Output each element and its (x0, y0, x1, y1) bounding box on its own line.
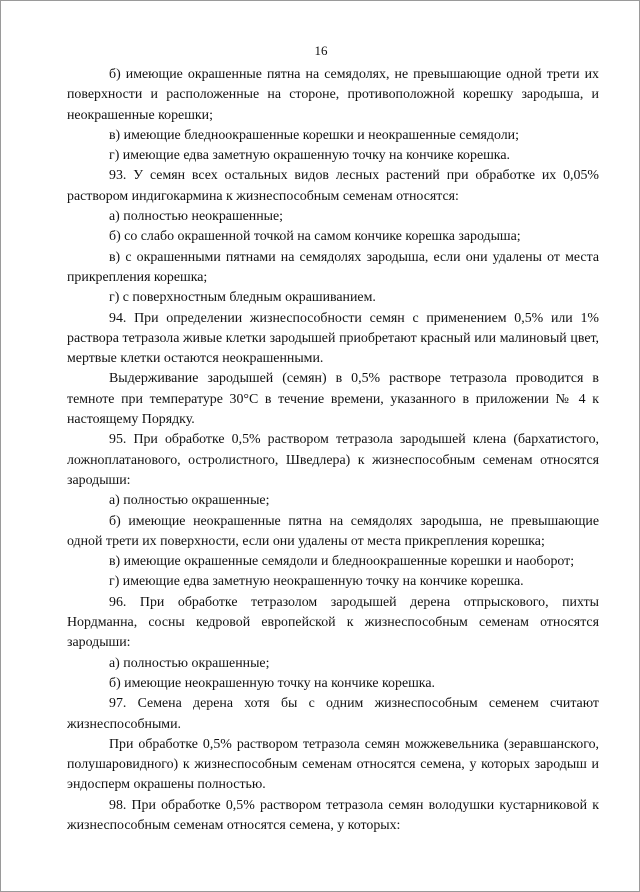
paragraph: 97. Семена дерена хотя бы с одним жизнеспособным семенем считают жизнеспособными. (67, 696, 599, 732)
paragraph: а) полностью окрашенные; (109, 493, 270, 509)
paragraph: 96. При обработке тетразолом зародышей дерена отпрыскового, пихты Нордманна, сосны кедровой европейской к жизнеспособным семенам относятся зародыши: (67, 594, 599, 651)
paragraph: 94. При определении жизнеспособности семян с применением 0,5% или 1% раствора тетразола живые клетки зародышей приобретают красный или малиновый цвет, мертвые клетки остаются неокрашенными. (67, 310, 599, 367)
paragraph: г) имеющие едва заметную неокрашенную точку на кончике корешка. (109, 574, 524, 590)
paragraph: б) со слабо окрашенной точкой на самом кончике корешка зародыша; (109, 229, 521, 245)
paragraph: а) полностью окрашенные; (109, 655, 270, 671)
paragraph: При обработке 0,5% раствором тетразола семян можжевельника (зеравшанского, полушаровидного) к жизнеспособным семенам относятся семена, у которых зародыш и эндосперм окрашены полностью. (67, 736, 599, 793)
paragraph: 93. У семян всех остальных видов лесных растений при обработке их 0,05% раствором индигокармина к жизнеспособным семенам относятся: (67, 168, 599, 204)
paragraph: г) с поверхностным бледным окрашиванием. (109, 290, 376, 306)
paragraph: в) имеющие бледноокрашенные корешки и неокрашенные семядоли; (109, 127, 519, 143)
page-number: 16 (314, 43, 328, 58)
paragraph: б) имеющие окрашенные пятна на семядолях, не превышающие одной трети их поверхности и расположенные на стороне, противоположной корешку зародыша, и неокрашенные корешки; (67, 67, 599, 123)
paragraph: в) с окрашенными пятнами на семядолях зародыша, если они удалены от места прикрепления корешка; (67, 249, 599, 285)
paragraph: б) имеющие неокрашенные пятна на семядолях зародыша, не превышающие одной трети их поверхности, если они удалены от места прикрепления корешка; (67, 513, 599, 549)
paragraph: в) имеющие окрашенные семядоли и бледноокрашенные корешки и наоборот; (109, 554, 575, 570)
paragraph: Выдерживание зародышей (семян) в 0,5% растворе тетразола проводится в темноте при температуре 30°С в течение времени, указанного в приложении № 4 к настоящему Порядку. (67, 371, 599, 428)
paragraph: а) полностью неокрашенные; (109, 209, 284, 225)
document-body (67, 65, 599, 836)
paragraph: 98. При обработке 0,5% раствором тетразола семян володушки кустарниковой к жизнеспособным семенам относятся семена, у которых: (67, 797, 599, 833)
paragraph: 95. При обработке 0,5% раствором тетразола зародышей клена (бархатистого, ложноплатанового, остролистного, Шведлера) к жизнеспособным семенам относятся зародыши: (67, 432, 599, 488)
paragraph: г) имеющие едва заметную окрашенную точку на кончике корешка. (109, 148, 510, 164)
paragraph: б) имеющие неокрашенную точку на кончике корешка. (109, 675, 435, 691)
